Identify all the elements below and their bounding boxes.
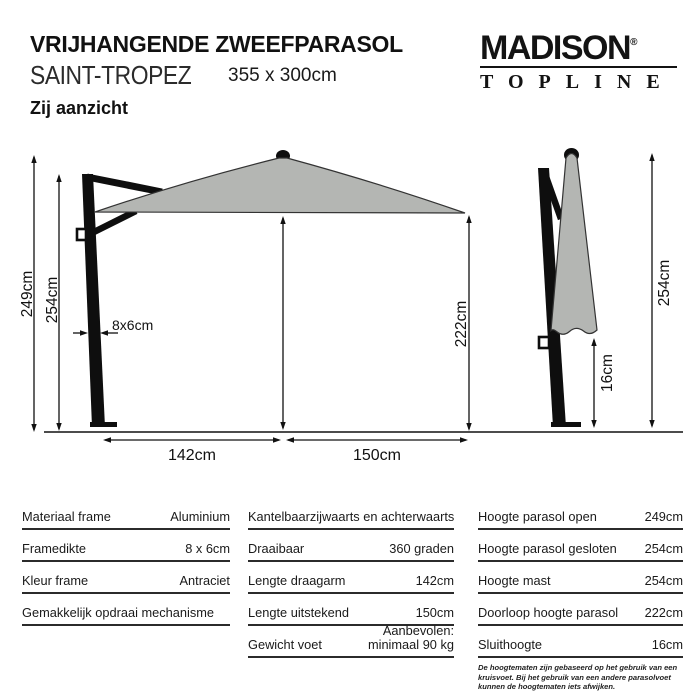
height-footnote: De hoogtematen zijn gebaseerd op het gebruik van een kruisvoet. Bij het gebruik van een andere parasolvoet kunnen de hoogtematen iets afwijken. bbox=[478, 663, 678, 692]
spec-value: 150cm bbox=[415, 605, 454, 620]
product-model: SAINT-TROPEZ bbox=[30, 60, 192, 90]
spec-value: 249cm bbox=[644, 509, 683, 524]
spec-column-function bbox=[248, 498, 454, 658]
spec-row bbox=[22, 594, 230, 626]
spec-row bbox=[478, 594, 683, 626]
dim-mast-height: 254cm bbox=[44, 276, 61, 324]
spec-label: Kleur frame bbox=[22, 573, 89, 588]
spec-value: 222cm bbox=[644, 605, 683, 620]
spec-value-line2: minimaal 90 kg bbox=[367, 637, 454, 652]
spec-label: Hoogte mast bbox=[478, 573, 551, 588]
dim-pass-height: 222cm bbox=[453, 300, 470, 348]
open-parasol bbox=[77, 150, 465, 427]
view-label: Zij aanzicht bbox=[30, 98, 129, 118]
spec-row bbox=[248, 594, 454, 626]
spec-row bbox=[248, 530, 454, 562]
spec-label: Materiaal frame bbox=[22, 509, 111, 524]
upper-arm bbox=[87, 177, 162, 192]
brand-name bbox=[480, 26, 678, 65]
spec-label: Framedikte bbox=[22, 541, 87, 556]
brand-subline: TOPLINE bbox=[480, 71, 675, 93]
dim-closed-height: 254cm bbox=[656, 259, 673, 307]
registered-mark: ® bbox=[630, 37, 638, 48]
closed-parasol bbox=[538, 148, 597, 427]
spec-label: Kantelbaar bbox=[248, 509, 310, 524]
dim-arm-length: 142cm bbox=[167, 447, 217, 464]
spec-row bbox=[248, 623, 454, 658]
spec-value: 16cm bbox=[651, 637, 683, 652]
dim-open-height: 249cm bbox=[19, 270, 36, 318]
spec-row bbox=[248, 498, 454, 530]
spec-row bbox=[478, 562, 683, 594]
brand-logo bbox=[480, 26, 678, 94]
spec-label: Doorloop hoogte parasol bbox=[478, 605, 619, 620]
spec-label: Sluithoogte bbox=[478, 637, 543, 652]
canopy bbox=[95, 158, 465, 213]
side-view-diagram bbox=[0, 130, 700, 475]
spec-value: 8 x 6cm bbox=[185, 541, 230, 556]
spec-label: Hoogte parasol open bbox=[478, 509, 597, 524]
page-title: VRIJHANGENDE ZWEEFPARASOL bbox=[30, 31, 403, 57]
spec-value: 142cm bbox=[415, 573, 454, 588]
spec-value: 360 graden bbox=[389, 541, 454, 556]
spec-label: Draaibaar bbox=[248, 541, 305, 556]
closed-canopy bbox=[551, 154, 597, 335]
spec-row bbox=[248, 562, 454, 594]
spec-value: 254cm bbox=[644, 573, 683, 588]
spec-row bbox=[22, 562, 230, 594]
spec-label: Gemakkelijk opdraai mechanisme bbox=[22, 605, 215, 620]
spec-label: Hoogte parasol gesloten bbox=[478, 541, 617, 556]
product-size: 355 x 300cm bbox=[228, 65, 337, 86]
crank-handle bbox=[77, 229, 86, 240]
spec-row bbox=[478, 498, 683, 530]
closed-crank-handle bbox=[539, 337, 549, 348]
spec-column-frame bbox=[22, 498, 230, 626]
spec-value: zijwaarts en achterwaarts bbox=[309, 509, 455, 524]
spec-label: Lengte uitstekend bbox=[248, 605, 350, 620]
brand-name-text: MADISON bbox=[480, 29, 631, 67]
spec-label: Gewicht voet bbox=[248, 637, 322, 652]
spec-value: Aluminium bbox=[170, 509, 230, 524]
spec-label: Lengte draagarm bbox=[248, 573, 346, 588]
dim-mast-profile: 8x6cm bbox=[112, 317, 154, 333]
lower-arm bbox=[90, 211, 136, 234]
dim-close-gap: 16cm bbox=[599, 354, 616, 392]
spec-row bbox=[22, 530, 230, 562]
spec-value bbox=[368, 624, 454, 652]
spec-column-heights bbox=[478, 498, 683, 658]
spec-value: 254cm bbox=[644, 541, 683, 556]
spec-row bbox=[22, 498, 230, 530]
spec-value: Antraciet bbox=[179, 573, 230, 588]
spec-value-line1: Aanbevolen: bbox=[382, 623, 454, 638]
spec-row bbox=[478, 530, 683, 562]
dim-overhang: 150cm bbox=[352, 447, 402, 464]
spec-row bbox=[478, 626, 683, 658]
